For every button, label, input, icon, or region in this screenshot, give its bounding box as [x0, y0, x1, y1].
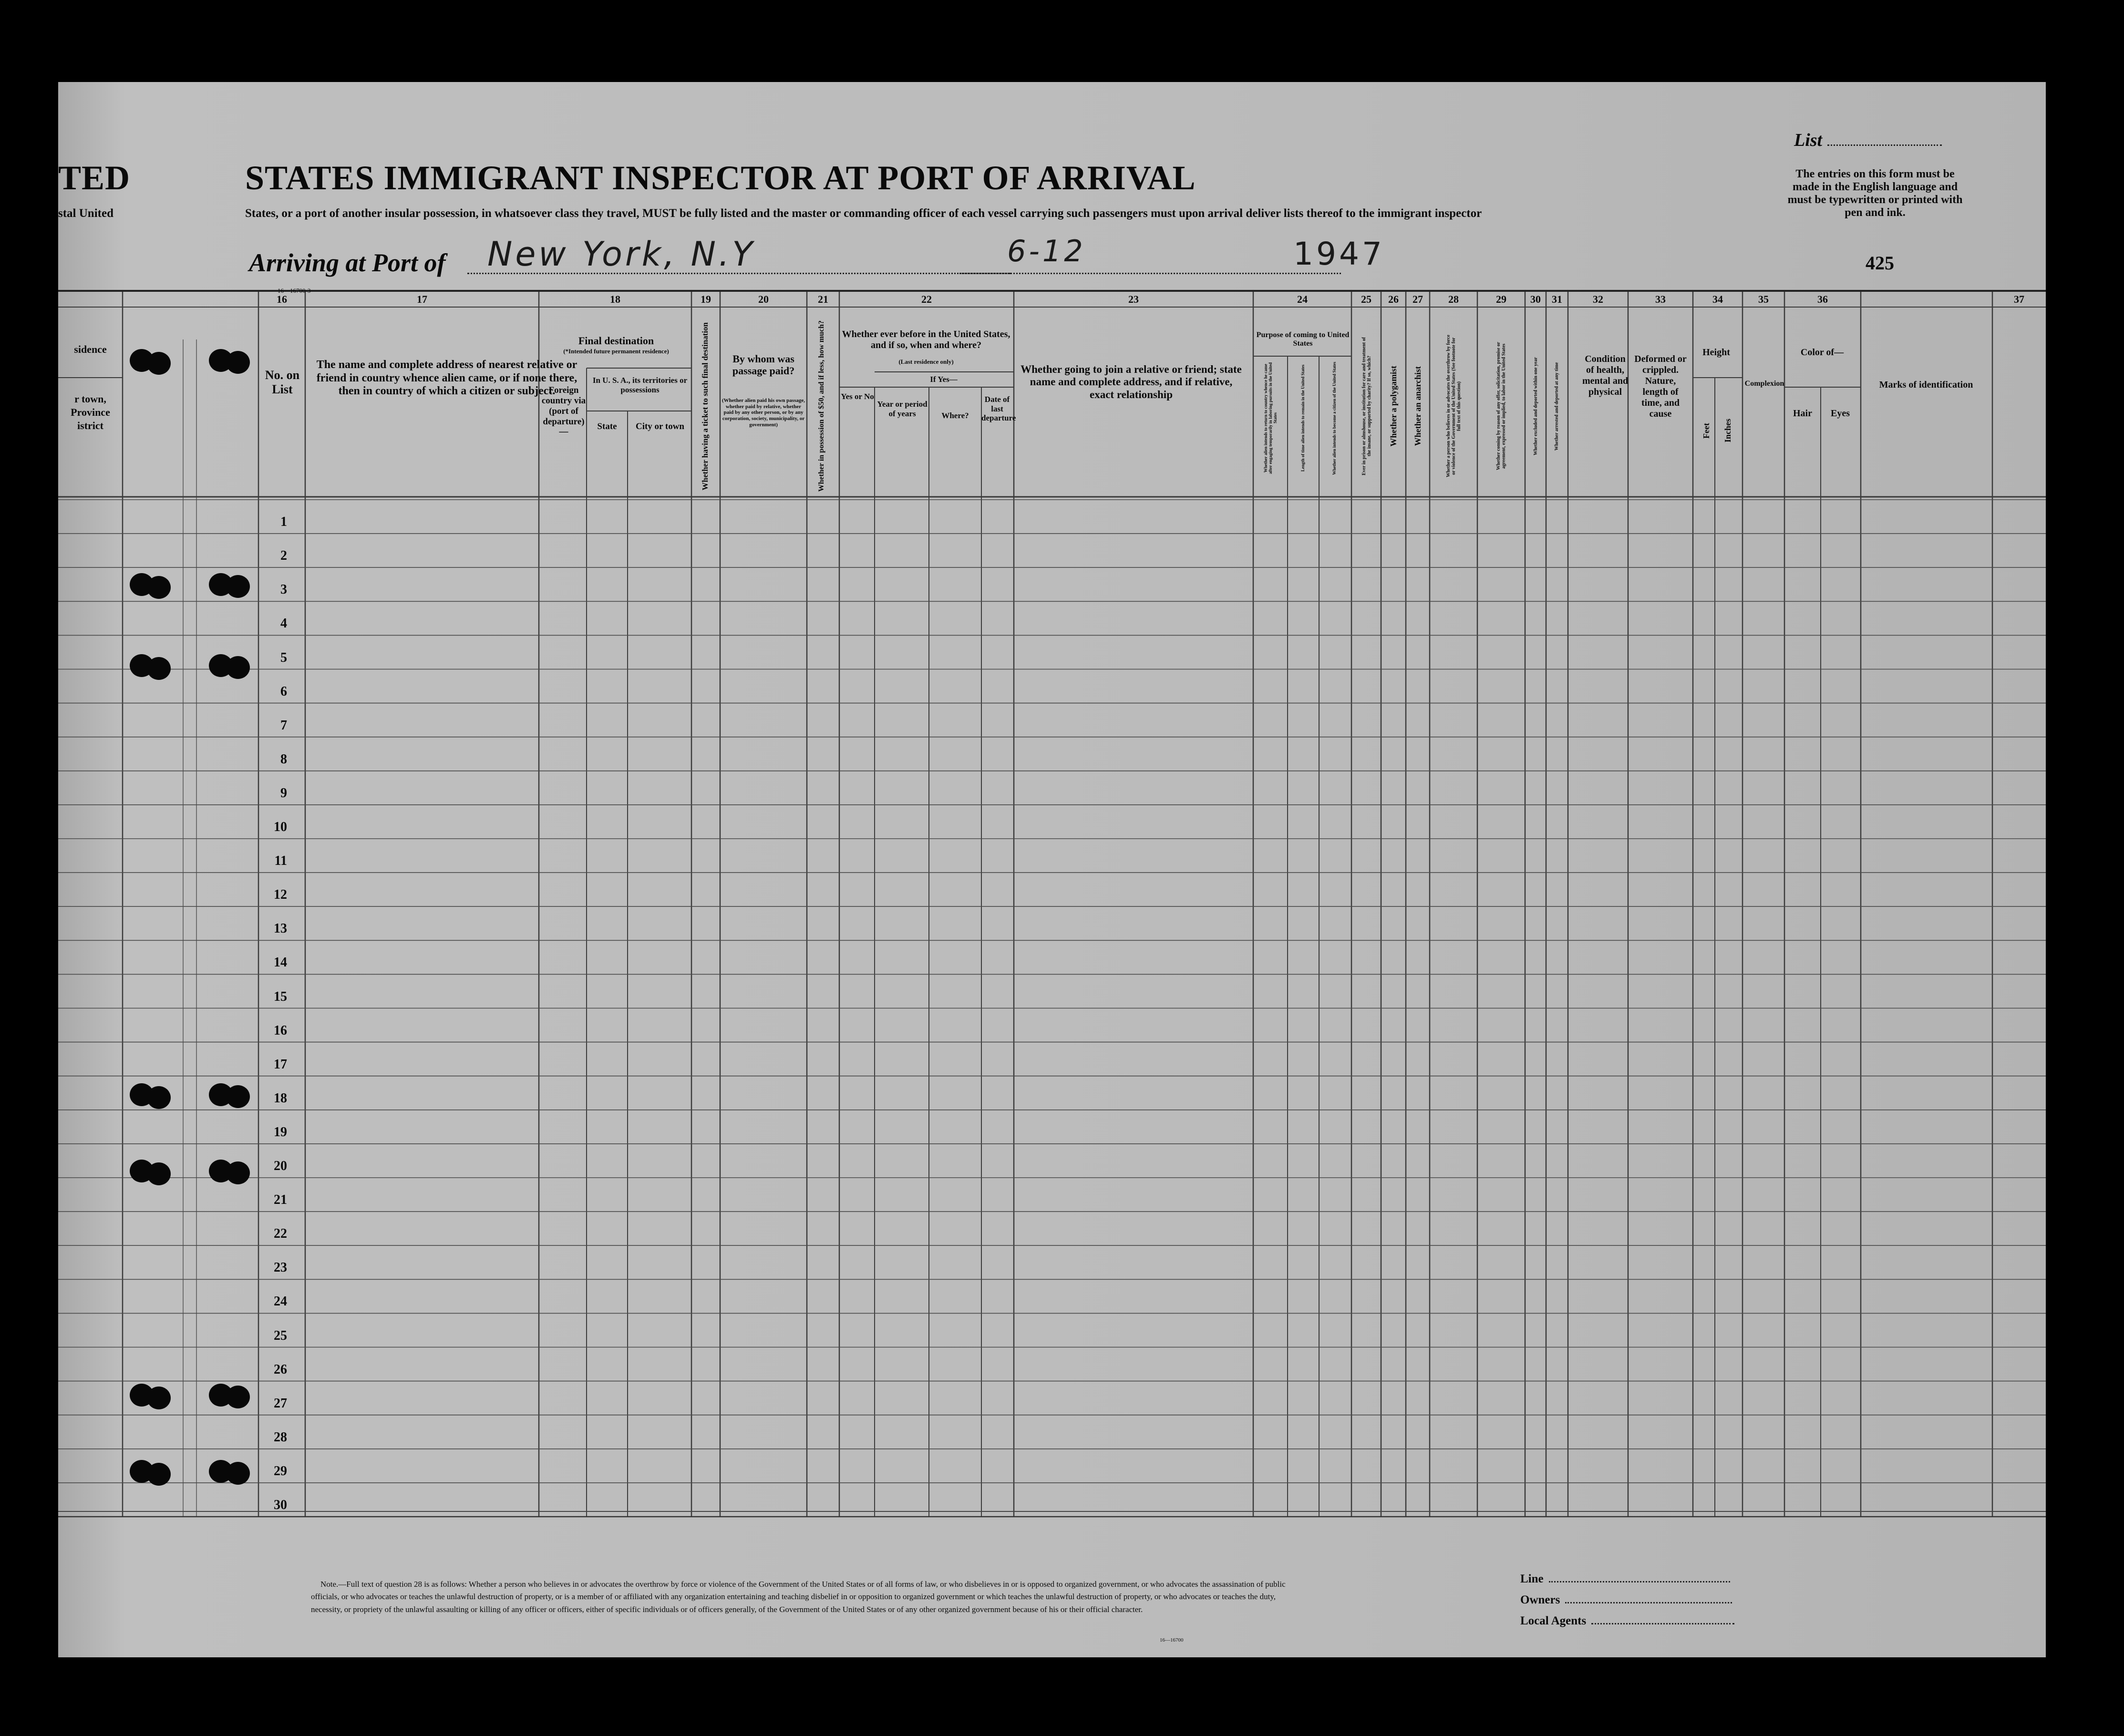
punch-hole [226, 575, 250, 598]
col33-header: Deformed or crippled. Nature, length of time, and cause [1634, 354, 1687, 419]
column-number: 18 [610, 293, 620, 305]
punch-hole [226, 656, 250, 679]
manifest-sheet [58, 82, 2046, 1657]
col29-header: Whether coming by reason of any offer, solicitation, promise or agreement, expressed or implied, to labor in the United States [1496, 342, 1506, 471]
col24-a-box [1254, 356, 1288, 480]
row-number: 10 [274, 820, 287, 834]
row-number: 24 [274, 1294, 287, 1309]
instructions: The entries on this form must be made in the English language and must be typewritten or printed with pen and ink. [1787, 168, 1963, 219]
col22-ifyes: If Yes— [930, 375, 958, 384]
arriving-label: Arriving at Port of [249, 248, 446, 277]
col22-title: Whether ever before in the United States, and if so, when and where? [842, 329, 1010, 350]
col17-header: The name and complete address of nearest relative or friend in country whence alien came, or if none there, then in country of which a citizen or subject. [316, 359, 577, 398]
col25-header: Ever in prison or almshouse, or institution for care and treatment of the insane, or supported by charity? If so, which? [1361, 337, 1372, 475]
col26-box [1381, 330, 1406, 483]
col22-year: Year or period of years [877, 400, 928, 418]
date-value: 6-12 [1007, 234, 1086, 268]
col24-c-header: Whether alien intends to become a citizen of the United States [1332, 361, 1337, 475]
col34-inches-box [1717, 380, 1739, 482]
col24-b-header: Length of time alien intends to remain in the United States [1300, 364, 1306, 472]
owners-field [1520, 1593, 1759, 1607]
column-number: 36 [1817, 293, 1828, 305]
date-line [959, 273, 1341, 274]
row-number: 4 [280, 616, 287, 631]
col31-header: Whether arrested and deported at any time [1554, 362, 1559, 451]
column-number: 17 [417, 293, 427, 305]
column-number: 27 [1413, 293, 1423, 305]
col26-header: Whether a polygamist [1388, 366, 1398, 447]
col18-foreign: Foreign country via (port of departure)— [541, 385, 586, 437]
col34-inches: Inches [1722, 418, 1732, 442]
column-number: 25 [1361, 293, 1371, 305]
agents-label: Local Agents [1520, 1614, 1587, 1627]
page-subtitle: States, or a port of another insular possession, in whatsoever class they travel, MUST be fully listed and the master or commanding officer of each vessel carrying such passengers must upon arrival deliver lists thereof to the immigrant inspector [245, 207, 1482, 220]
row-number: 1 [280, 514, 287, 530]
punch-hole [226, 351, 250, 374]
row-number: 5 [280, 650, 287, 665]
col32-header: Condition of health, mental and physical [1582, 354, 1629, 397]
col28-box [1430, 330, 1477, 483]
col21-header: Whether in possession of $50, and if less, how much? [817, 320, 825, 492]
col18-city: City or town [635, 421, 685, 431]
column-number: 37 [2014, 293, 2024, 305]
column-number: 24 [1297, 293, 1308, 305]
col30-header: Whether excluded and deported within one year [1533, 357, 1538, 455]
row-number: 29 [274, 1463, 287, 1479]
col23-header: Whether going to join a relative or friend; state name and complete address, and if relative, exact relationship [1021, 363, 1242, 401]
list-field [1794, 130, 1961, 151]
year-value: 1947 [1293, 236, 1385, 272]
col36-hair: Hair [1793, 408, 1812, 419]
punch-hole [147, 576, 171, 599]
page-title: STATES IMMIGRANT INSPECTOR AT PORT OF ARRIVAL [245, 159, 1196, 197]
punch-hole [147, 1387, 171, 1409]
port-value: New York, N.Y [487, 235, 756, 274]
left-title-fragment: TED [58, 159, 131, 197]
row-number: 25 [274, 1328, 287, 1343]
col20-note: (Whether alien paid his own passage, whether paid by relative, whether paid by any other person, or by any corporation, society, municipality, or government) [722, 398, 805, 428]
list-label: List [1794, 130, 1823, 150]
col24-c-box [1319, 356, 1351, 480]
punch-hole [226, 1085, 250, 1108]
col20-title: By whom was passage paid? [732, 353, 795, 377]
footnote: Note.—Full text of question 28 is as follows: Whether a person who believes in or advocates the overthrow by force or violence of the Government of the United States or of all forms of law, or who disbelieves in or is opposed to organized government, or who advocates the assassination of public officials, or who advocates or teaches the unlawful destruction of property, or is a member of or affiliated with any organization entertaining and teaching disbelief in or opposition to organized government or which teaches the unlawful destruction of property, or who advocates or teaches the duty, necessity, or propriety of the unlawful assaulting or killing of any officer or officers, either of specific individuals or of officers generally, of the Government of the United States or of any other organized government because of his or their official character. [311, 1580, 1286, 1614]
col22-yesno: Yes or No [841, 392, 874, 401]
row-number: 28 [274, 1429, 287, 1445]
left-subtitle-fragment: stal United [58, 207, 113, 220]
col34-feet: Feet [1701, 422, 1711, 439]
row-number: 30 [274, 1498, 287, 1512]
row-number: 15 [274, 989, 287, 1004]
col18-title: Final destination [578, 335, 654, 347]
col31-box [1546, 330, 1567, 483]
form-number: 16—16700-3 [278, 287, 311, 294]
row-number: 16 [274, 1023, 287, 1038]
column-number: 23 [1128, 293, 1139, 305]
col24-title: Purpose of coming to United States [1256, 331, 1350, 348]
row-number: 8 [280, 751, 287, 767]
column-number: 26 [1388, 293, 1399, 305]
owners-label: Owners [1520, 1593, 1560, 1606]
col24-a-header: Whether alien intends to return to country whence he came after engaging temporarily in laboring pursuits in the United States [1263, 362, 1278, 474]
column-number: 31 [1552, 293, 1562, 305]
col27-header: Whether an anarchist [1413, 366, 1423, 446]
col34-feet-box [1699, 380, 1714, 482]
column-number: 34 [1712, 293, 1723, 305]
column-number: 19 [701, 293, 711, 305]
column-number: 32 [1593, 293, 1603, 305]
col24-b-box [1288, 356, 1319, 480]
punch-hole [147, 352, 171, 375]
col18-note: (*Intended future permanent residence) [563, 348, 669, 355]
column-number: 35 [1758, 293, 1769, 305]
row-number: 6 [280, 684, 287, 699]
punch-hole [147, 657, 171, 680]
row-number: 14 [274, 955, 287, 970]
row-number: 20 [274, 1159, 287, 1173]
col19-header: Whether having a ticket to such final destination [701, 322, 710, 491]
punch-hole [226, 1161, 250, 1184]
row-number: 26 [274, 1362, 287, 1377]
col36-eyes: Eyes [1831, 408, 1850, 419]
column-number: 16 [277, 293, 287, 305]
col25-box [1352, 330, 1381, 483]
col16-header: No. on List [265, 368, 300, 396]
column-number: 33 [1655, 293, 1666, 305]
row-number: 3 [280, 582, 287, 597]
col18-usa: In U. S. A., its territories or possessions [592, 376, 688, 394]
punch-hole [147, 1086, 171, 1109]
column-number: 29 [1496, 293, 1506, 305]
line-label: Line [1520, 1572, 1544, 1585]
column-number: 30 [1530, 293, 1541, 305]
row-number: 9 [280, 785, 287, 801]
col18-state: State [597, 421, 617, 431]
punch-hole [226, 1462, 250, 1485]
row-number: 21 [274, 1192, 287, 1208]
punch-hole [226, 1386, 250, 1408]
col30-box [1525, 330, 1546, 483]
row-number: 18 [274, 1090, 287, 1106]
column-number: 22 [921, 293, 932, 305]
row-number: 19 [274, 1124, 287, 1140]
row-number: 17 [274, 1057, 287, 1072]
col37-header: Marks of identification [1879, 380, 1973, 390]
row-number: 12 [274, 887, 287, 903]
left-col-fragment-2: r town, [74, 393, 106, 405]
line-field [1520, 1572, 1759, 1586]
col22-date: Date of last departure [981, 395, 1016, 423]
row-number: 7 [280, 718, 287, 733]
col36-title: Color of— [1800, 347, 1844, 358]
col34-title: Height [1702, 347, 1730, 358]
left-col-fragment-1: sidence [74, 343, 107, 355]
col29-box [1477, 330, 1525, 483]
col22-where: Where? [941, 411, 969, 420]
col27-box [1406, 330, 1430, 483]
left-col-fragment-3: Province [71, 406, 110, 418]
col22-note: (Last residence only) [898, 358, 954, 365]
punch-hole [147, 1463, 171, 1486]
footer-form-code: 16—16700 [1160, 1637, 1184, 1643]
column-number: 21 [818, 293, 828, 305]
agents-field [1520, 1614, 1759, 1628]
page-number: 425 [1866, 252, 1894, 274]
row-number: 2 [280, 548, 287, 564]
col28-header: Whether a person who believes in or advocates the overthrow by force or violence of the Government of the United States (See footnote for full text of this question) [1445, 335, 1462, 478]
left-col-fragment-4: istrict [77, 420, 103, 431]
row-number: 27 [274, 1396, 287, 1411]
column-number: 20 [758, 293, 769, 305]
col35-header: Complexion [1744, 380, 1784, 388]
row-number: 22 [274, 1226, 287, 1242]
col19-header-box [691, 322, 719, 491]
row-number: 11 [274, 853, 287, 869]
row-number: 23 [274, 1260, 287, 1275]
row-number: 13 [274, 921, 287, 936]
manifest-grid [58, 82, 2046, 1657]
column-number: 28 [1448, 293, 1459, 305]
punch-hole [147, 1162, 171, 1185]
col21-header-box [808, 320, 835, 492]
